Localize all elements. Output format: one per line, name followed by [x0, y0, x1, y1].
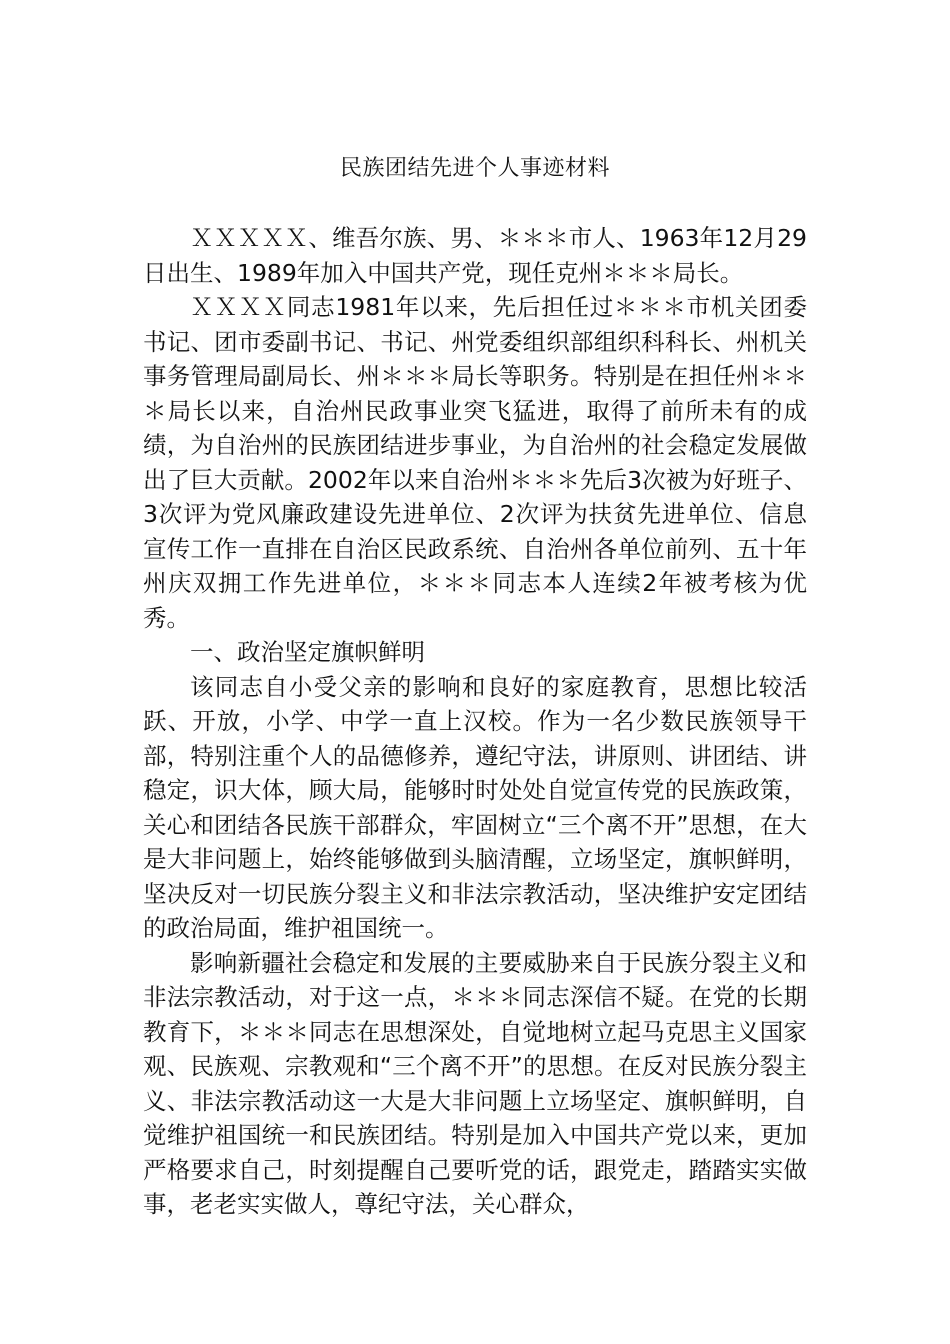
document-body — [143, 221, 807, 1222]
paragraph-stability: 影响新疆社会稳定和发展的主要威胁来自于民族分裂主义和非法宗教活动，对于这一点，＊＊＊同志深信不疑。在党的长期教育下，＊＊＊同志在思想深处，自觉地树立起马克思主义国家观、民族观、宗教观和“三个离不开”的思想。在反对民族分裂主义、非法宗教活动这一大是大非问题上立场坚定、旗帜鲜明，自觉维护祖国统一和民族团结。特别是加入中国共产党以来，更加严格要求自己，时刻提醒自己要听党的话，跟党走，踏踏实实做事，老老实实做人，尊纪守法，关心群众， — [143, 948, 807, 1218]
paragraph-political-stance: 该同志自小受父亲的影响和良好的家庭教育，思想比较活跃、开放，小学、中学一直上汉校。作为一名少数民族领导干部，特别注重个人的品德修养，遵纪守法，讲原则、讲团结、讲稳定，识大体，顾大局，能够时时处处自觉宣传党的民族政策，关心和团结各民族干部群众，牢固树立“三个离不开”思想，在大是大非问题上，始终能够做到头脑清醒，立场坚定，旗帜鲜明，坚决反对一切民族分裂主义和非法宗教活动，坚决维护安定团结的政治局面，维护祖国统一。 — [143, 672, 807, 942]
paragraph-intro: ＸＸＸＸＸ、维吾尔族、男、＊＊＊市人、1963年12月29日出生、1989年加入中国共产党，现任克州＊＊＊局长。 — [143, 224, 807, 287]
section-heading: 一、政治坚定旗帜鲜明 — [190, 638, 425, 666]
paragraph-career: ＸＸＸＸ同志1981年以来，先后担任过＊＊＊市机关团委书记、团市委副书记、书记、州党委组织部组织科科长、州机关事务管理局副局长、州＊＊＊局长等职务。特别是在担任州＊＊＊局长以来，自治州民政事业突飞猛进，取得了前所未有的成绩，为自治州的民族团结进步事业，为自治州的社会稳定发展做出了巨大贡献。2002年以来自治州＊＊＊先后3次被为好班子、3次评为党风廉政建设先进单位、2次评为扶贫先进单位、信息宣传工作一直排在自治区民政系统、自治州各单位前列、五十年州庆双拥工作先进单位，＊＊＊同志本人连续2年被考核为优秀。 — [143, 293, 807, 632]
document-title: 民族团结先进个人事迹材料 — [339, 156, 610, 181]
